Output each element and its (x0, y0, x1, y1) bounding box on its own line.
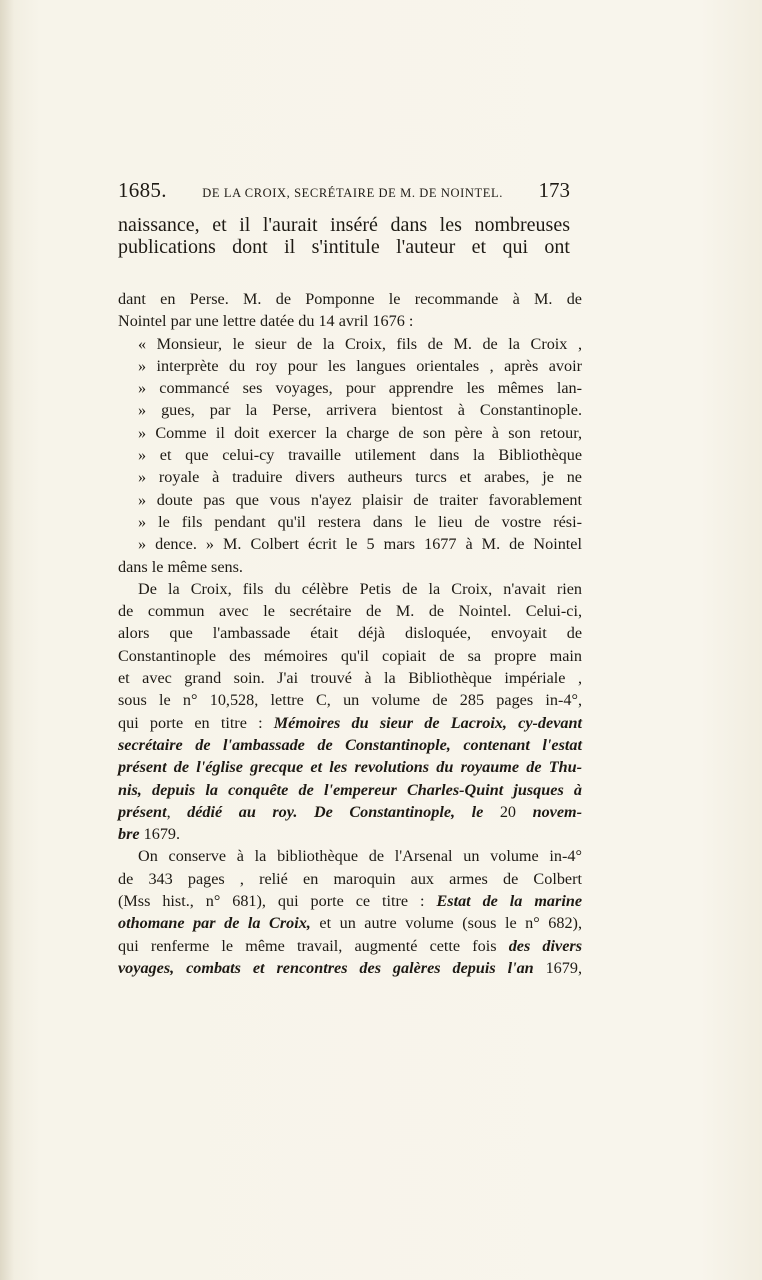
body-line (118, 801, 582, 823)
body-line (118, 712, 582, 734)
body-line: dans le même sens. (118, 557, 243, 576)
body-line (118, 935, 582, 957)
running-head (118, 178, 570, 206)
body-line: alors que l'ambassade était déjà disloquée, envoyait de (118, 624, 582, 643)
footnote-line: naissance, et il l'aurait inséré dans les nombreuses (118, 214, 570, 236)
body-text-run: et un autre volume (sous le n° 682), (310, 914, 582, 933)
body-text-run: 20 (499, 802, 533, 821)
footnote-line: publications dont il s'intitule l'auteur et qui ont (118, 236, 570, 259)
body-line: et avec grand soin. J'ai trouvé à la Bibliothèque impériale , (118, 669, 582, 688)
body-line (118, 734, 582, 756)
body-line: de commun avec le secrétaire de M. de Nointel. Celui-ci, (118, 602, 582, 621)
page-number: 173 (538, 178, 570, 202)
title-italic-run: présent de l'église grecque et les revolutions du royaume de Thu- (118, 758, 582, 777)
body-line (118, 779, 582, 801)
body-line: Nointel par une lettre datée du 14 avril 1676 : (118, 312, 414, 331)
quote-line: » Comme il doit exercer la charge de son père à son retour, (138, 423, 582, 442)
title-italic-run: Estat de la marine (436, 892, 583, 911)
quote-line: » dence. » M. Colbert écrit le 5 mars 1677 à M. de Nointel (138, 535, 582, 554)
title-italic-run: secrétaire de l'ambassade de Constantinople, contenant l'estat (118, 735, 582, 754)
quote-line: » royale à traduire divers autheurs turcs et arabes, je ne (138, 468, 582, 487)
title-italic-run: othomane par de la Croix, (118, 914, 311, 933)
body-line: dant en Perse. M. de Pomponne le recommande à M. de (118, 290, 582, 308)
body-text-run: qui renferme le même travail, augmenté cette fois (118, 936, 509, 955)
quote-line: » doute pas que vous n'ayez plaisir de traiter favorablement (138, 490, 582, 509)
body-line (118, 890, 582, 912)
gutter-shadow (0, 0, 14, 1280)
body-line (118, 756, 582, 778)
title-italic-run: dédié au roy. De Constantinople, (187, 802, 456, 821)
body-line (118, 823, 582, 845)
body-text (118, 288, 582, 979)
quote-line: » commancé ses voyages, pour apprendre les mêmes lan- (138, 379, 582, 398)
body-text-run: qui porte en titre : (118, 713, 274, 732)
body-text-run: 1679. (143, 825, 181, 844)
body-line: Constantinople des mémoires qu'il copiait de sa propre main (118, 646, 582, 665)
quote-line: » interprète du roy pour les langues orientales , après avoir (138, 356, 582, 375)
title-italic-run: bre (118, 825, 144, 844)
title-italic-run: présent (118, 802, 167, 821)
body-line (118, 957, 582, 979)
running-head-year: 1685. (118, 178, 167, 202)
title-italic-run: nis, depuis la conquête de l'empereur Charles-Quint jusques à (118, 780, 582, 799)
quote-line: « Monsieur, le sieur de la Croix, fils de M. de la Croix , (138, 334, 582, 353)
title-italic-run: novem- (532, 802, 583, 821)
body-line (118, 912, 582, 934)
body-line: On conserve à la bibliothèque de l'Arsenal un volume in-4° (138, 847, 582, 866)
title-italic-run: des divers (508, 936, 582, 955)
body-line: de 343 pages , relié en maroquin aux armes de Colbert (118, 869, 582, 888)
footnote-continuation (118, 210, 570, 259)
body-text-run: (Mss hist., n° 681), qui porte ce titre : (118, 892, 437, 911)
body-line: sous le n° 10,528, lettre C, un volume de 285 pages in-4°, (118, 691, 582, 710)
quote-line: » le fils pendant qu'il restera dans le lieu de vostre rési- (138, 512, 582, 531)
body-line: De la Croix, fils du célèbre Petis de la Croix, n'avait rien (138, 579, 582, 598)
body-text-run: 1679, (533, 958, 583, 977)
title-italic-run: Mémoires du sieur de Lacroix, cy-devant (273, 713, 582, 732)
title-italic-run: voyages, combats et rencontres des galères depuis l'an (118, 958, 534, 977)
title-italic-run: le (455, 802, 500, 821)
running-head-title: DE LA CROIX, SECRÉTAIRE DE M. DE NOINTEL. (202, 186, 503, 200)
body-text-run: , (166, 802, 188, 821)
quote-line: » et que celui-cy travaille utilement dans la Bibliothèque (138, 446, 582, 465)
quote-line: » gues, par la Perse, arrivera bientost à Constantinople. (138, 401, 582, 420)
